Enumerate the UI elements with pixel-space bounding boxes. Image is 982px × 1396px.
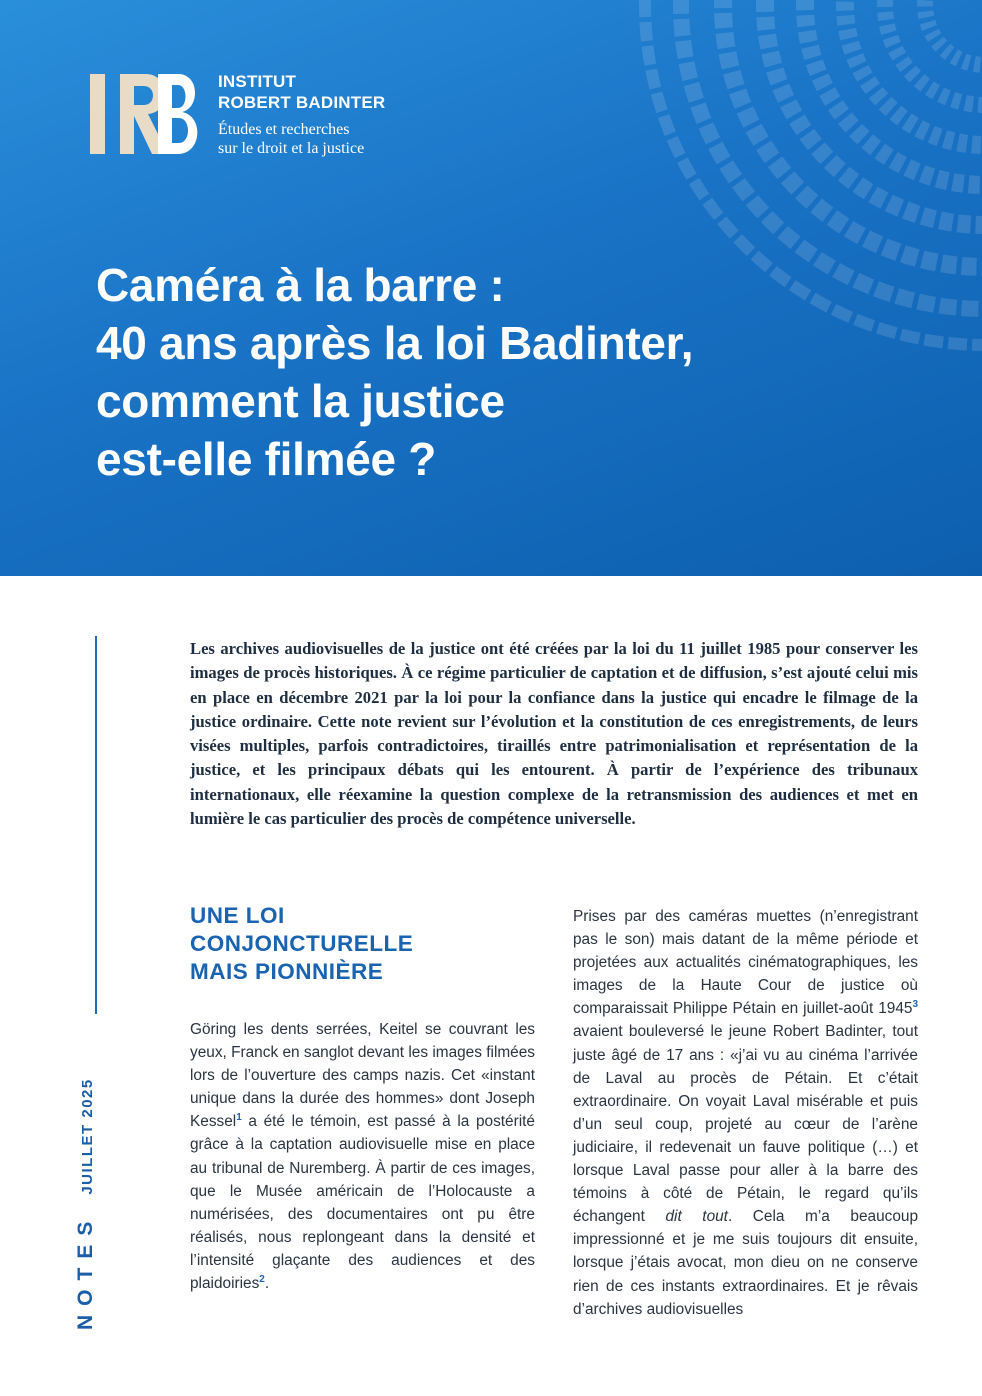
footnote-ref[interactable]: 1: [236, 1112, 242, 1124]
institute-line: ROBERT BADINTER: [218, 93, 386, 112]
decorative-ring: [885, 0, 982, 105]
body-text: a été le témoin, est passé à la postérité grâce à la captation audiovisuelle mise en place au tribunal de Nuremberg. À partir de ces images, que le Musée américain de l’Holocauste a numérisées, des documentaires ont pu être réalisés, nous replongeant dans la densité et l’intensité glaçante des audiences et des plaidoiries: [190, 1113, 535, 1293]
institute-name: [218, 71, 385, 113]
sidebar-rule: [95, 636, 97, 1014]
document-title: [96, 256, 876, 488]
decorative-ring: [925, 0, 982, 65]
cover-banner: [0, 0, 982, 576]
tagline-line: Études et recherches: [218, 121, 350, 138]
body-column-left: [190, 1018, 535, 1295]
heading-line: MAIS PIONNIÈRE: [190, 959, 384, 984]
title-line: Caméra à la barre :: [96, 259, 505, 311]
issue-date: JUILLET 2025: [79, 1078, 96, 1195]
body-text: . Cela m’a beaucoup impressionné et je me suis toujours dit ensuite, lorsque j’étais avocat, mon dieu on ne conserve rien de ces instants extraordinaires. Et je rêvais d’archives audiovisuelles: [573, 1208, 919, 1318]
heading-line: CONJONCTURELLE: [190, 931, 414, 956]
body-column-right: [573, 905, 918, 1321]
footnote-ref[interactable]: 3: [912, 999, 918, 1011]
body-text: Prises par des caméras muettes (n’enregistrant pas le son) mais datant de la même période et projetées aux actualités cinématographiques, les images de la Haute Cour de justice où comparaissait Philippe Pétain en juillet-août 1945: [573, 908, 918, 1018]
title-line: 40 ans après la loi Badinter,: [96, 317, 694, 369]
tagline-line: sur le droit et la justice: [218, 140, 365, 157]
title-line: comment la justice: [96, 375, 505, 427]
series-label: [74, 1078, 98, 1330]
body-text: avaient bouleversé le jeune Robert Badinter, tout juste âgé de 17 ans : «j’ai vu au cinéma l’arrivée de Laval au procès de Pétain. Et c’était extraordinaire. On voyait Laval misérable et puis d’un seul coup, projeté au cœur de l’arène judiciaire, il redevenait un fauve politique (…) et lorsque Laval passe pour aller à la barre des témoins à côté de Pétain, le regard qu’ils échangent: [573, 1023, 918, 1226]
institute-line: INSTITUT: [218, 72, 297, 91]
irb-logo-icon: [86, 72, 202, 156]
title-line: est-elle filmée ?: [96, 433, 437, 485]
abstract: Les archives audiovisuelles de la justice ont été créées par la loi du 11 juillet 1985 pour conserver les images de procès historiques. À ce régime particulier de captation et de diffusion, s’est ajouté celui mis en place en décembre 2021 par la loi pour la confiance dans la justice qui encadre le filmage de la justice ordinaire. Cette note revient sur l’évolution et la constitution de ces enregistrements, de leurs visées multiples, parfois contradictoires, tiraillés entre patrimonialisation et représentation de la justice, et les principaux débats qui les entourent. À partir de l’expérience des tribunaux internationaux, elle réexamine la question complexe de la retransmission des audiences et met en lumière le cas particulier des procès de compétence universelle.: [190, 639, 918, 829]
footnote-ref[interactable]: 2: [259, 1273, 265, 1285]
body-text: .: [264, 1275, 270, 1293]
section-heading: [190, 902, 413, 986]
body-text: Göring les dents serrées, Keitel se couvrant les yeux, Franck en sanglot devant les images filmées lors de l’ouverture des camps nazis. Cet «instant unique dans la durée des hommes» dont Joseph Kessel: [190, 1021, 535, 1131]
institute-tagline: [218, 120, 364, 158]
notes-label: NOTES: [74, 1212, 97, 1330]
decorative-ring: [765, 0, 982, 225]
heading-line: UNE LOI: [190, 903, 285, 928]
emphasis-text: dit tout: [665, 1208, 728, 1226]
